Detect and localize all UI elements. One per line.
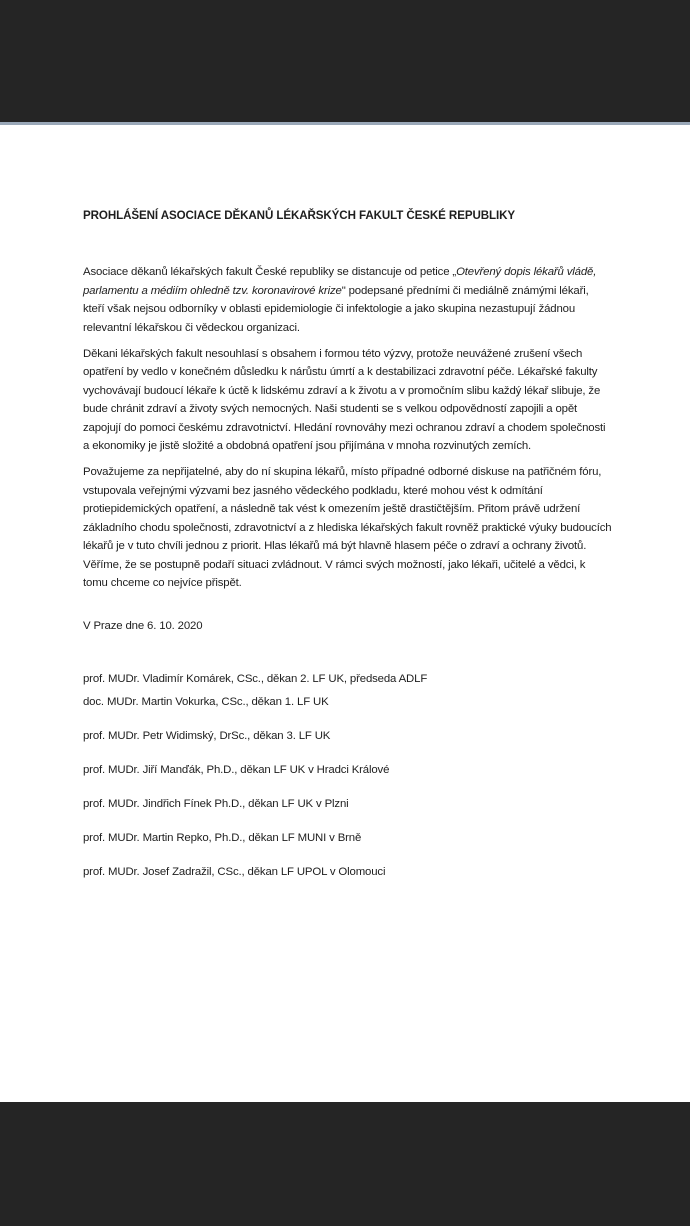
signatory: prof. MUDr. Petr Widimský, DrSc., děkan 3. LF UK	[83, 729, 331, 742]
signatory: prof. MUDr. Jindřich Fínek Ph.D., děkan LF UK v Plzni	[83, 797, 349, 810]
signatory: prof. MUDr. Vladimír Komárek, CSc., děkan 2. LF UK, předseda ADLF	[83, 672, 428, 685]
paragraph-1-part1: Asociace děkanů lékařských fakult České republiky se distancuje od petice „	[83, 266, 457, 279]
signatory: prof. MUDr. Martin Repko, Ph.D., děkan LF MUNI v Brně	[83, 831, 362, 844]
signatory-list	[83, 670, 613, 881]
bottom-dark-bar	[0, 1102, 690, 1226]
document-page	[0, 125, 690, 1102]
paragraph-1	[83, 263, 613, 337]
signatory: prof. MUDr. Josef Zadražil, CSc., děkan LF UPOL v Olomouci	[83, 865, 386, 878]
paragraph-1-petition-name: Otevřený dopis lékařů vládě, parlamentu a médiím ohledně tzv. koronavirové krize	[83, 266, 597, 297]
document-body	[83, 207, 613, 881]
signatory: prof. MUDr. Jiří Manďák, Ph.D., děkan LF UK v Hradci Králové	[83, 763, 390, 776]
paragraph-1-part2: " podepsané předními či mediálně známými lékaři, kteří však nejsou odborníky v oblasti epidemiologie či infektologie a jako skupina nezastupují žádnou relevantní lékařskou či vědeckou organizaci.	[83, 284, 589, 334]
document-title: PROHLÁŠENÍ ASOCIACE DĚKANŮ LÉKAŘSKÝCH FAKULT ČESKÉ REPUBLIKY	[83, 209, 516, 222]
top-dark-bar	[0, 0, 690, 122]
signatory: doc. MUDr. Martin Vokurka, CSc., děkan 1. LF UK	[83, 695, 329, 708]
paragraph-3: Považujeme za nepřijatelné, aby do ní skupina lékařů, místo případné odborné diskuse na patřičném fóru, vstupovala veřejnými výzvami bez jasného vědeckého podkladu, které mohou vést k odmítání protiepidemických opatření, a následně tak vést k omezením ještě drastičtějším. Přitom právě udržení základního chodu společnosti, zdravotnictví a z hlediska lékařských fakult rovněž praktické výuky budoucích lékařů je v tuto chvíli jednou z priorit. Hlas lékařů má být hlavně hlasem péče o zdraví a ochrany životů. Věříme, že se postupně podaří situaci zvládnout. V rámci svých možností, jako lékaři, učitelé a vědci, k tomu chceme co nejvíce přispět.	[83, 466, 612, 589]
paragraph-2: Děkani lékařských fakult nesouhlasí s obsahem i formou této výzvy, protože neuvážené zrušení všech opatření by vedlo v konečném důsledku k nárůstu úmrtí a k destabilizaci zdravotní péče. Lékařské fakulty vychovávají budoucí lékaře k úctě k lidskému zdraví a k životu a v promočním slibu každý lékař slibuje, že bude chránit zdraví a životy svých nemocných. Naši studenti se s velkou odpovědností zapojili a opět zapojují do pomoci českému zdravotnictví. Hledání rovnováhy mezi ochranou zdraví a chodem společnosti a ekonomiky je jistě složité a obdobná opatření jsou přijímána v mnoha rozvinutých zemích.	[83, 348, 606, 453]
place-and-date: V Praze dne 6. 10. 2020	[83, 620, 203, 633]
